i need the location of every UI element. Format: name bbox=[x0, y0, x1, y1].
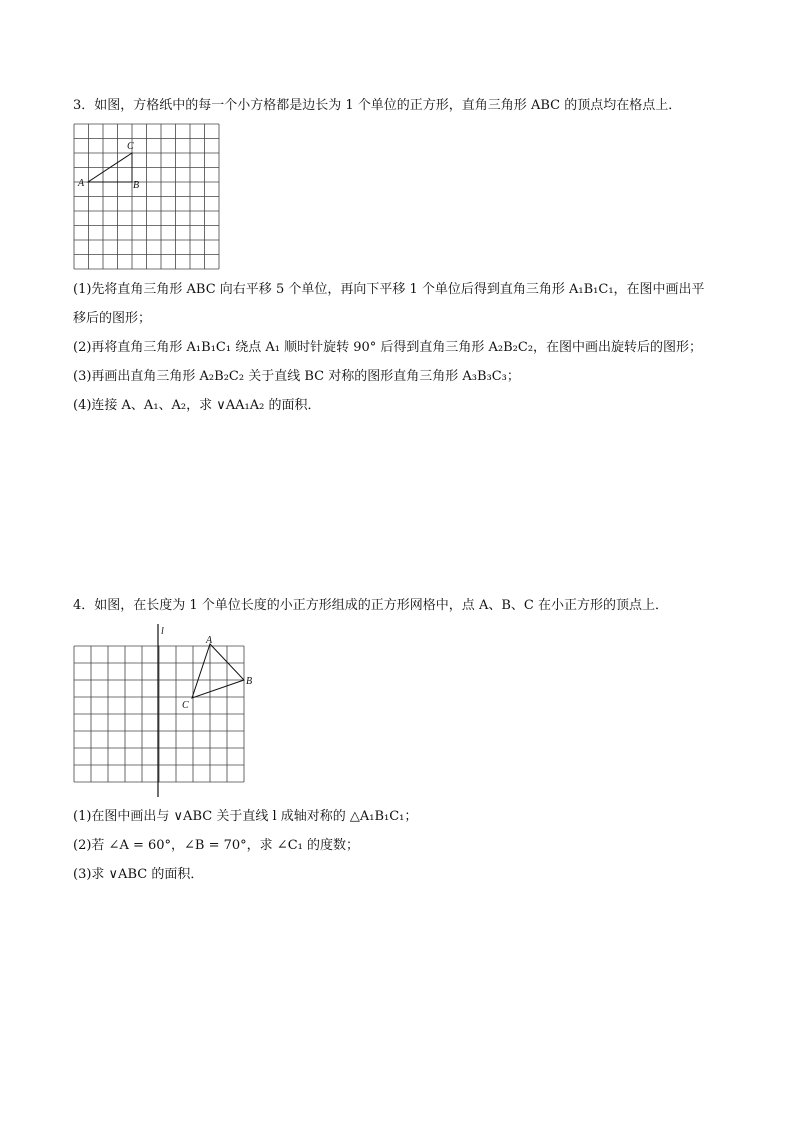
q3-grid bbox=[74, 124, 219, 269]
q4-label-a: A bbox=[206, 635, 213, 646]
q4-label-l: l bbox=[161, 626, 164, 637]
q4-label-b: B bbox=[246, 676, 253, 687]
q3-part-2: (2)再将直角三角形 A₁B₁C₁ 绕点 A₁ 顺时针旋转 90° 后得到直角三角形 A₂B₂C₂，在图中画出旋转后的图形； bbox=[73, 340, 703, 355]
q4-triangle-abc bbox=[192, 644, 244, 698]
q3-label-c: C bbox=[127, 141, 134, 152]
q4-grid bbox=[74, 646, 244, 782]
q3-part-3: (3)再画出直角三角形 A₂B₂C₂ 关于直线 BC 对称的图形直角三角形 A₃B₃C₃； bbox=[73, 369, 520, 384]
q4-stem: 4．如图，在长度为 1 个单位长度的小正方形组成的正方形网格中，点 A、B、C 在小正方形的顶点上． bbox=[73, 598, 668, 613]
q4-part-3: (3)求 ∨ABC 的面积． bbox=[73, 867, 204, 882]
q3-grid-figure bbox=[72, 122, 222, 272]
q3-part-1: (1)先将直角三角形 ABC 向右平移 5 个单位，再向下平移 1 个单位后得到直角三角形 A₁B₁C₁，在图中画出平 bbox=[73, 282, 705, 297]
q4-label-c: C bbox=[182, 700, 189, 711]
q3-part-1-cont: 移后的图形； bbox=[73, 311, 152, 326]
q3-label-b: B bbox=[133, 180, 140, 191]
q4-part-2: (2)若 ∠A = 60°，∠B = 70°，求 ∠C₁ 的度数； bbox=[73, 838, 359, 853]
q3-part-4: (4)连接 A、A₁、A₂，求 ∨AA₁A₂ 的面积． bbox=[73, 398, 321, 413]
q3-label-a: A bbox=[78, 178, 85, 189]
q3-stem: 3．如图，方格纸中的每一个小方格都是边长为 1 个单位的正方形，直角三角形 ABC 的顶点均在格点上． bbox=[73, 98, 682, 113]
q4-part-1: (1)在图中画出与 ∨ABC 关于直线 l 成轴对称的 △A₁B₁C₁； bbox=[73, 809, 418, 824]
q4-grid-figure bbox=[70, 622, 270, 802]
